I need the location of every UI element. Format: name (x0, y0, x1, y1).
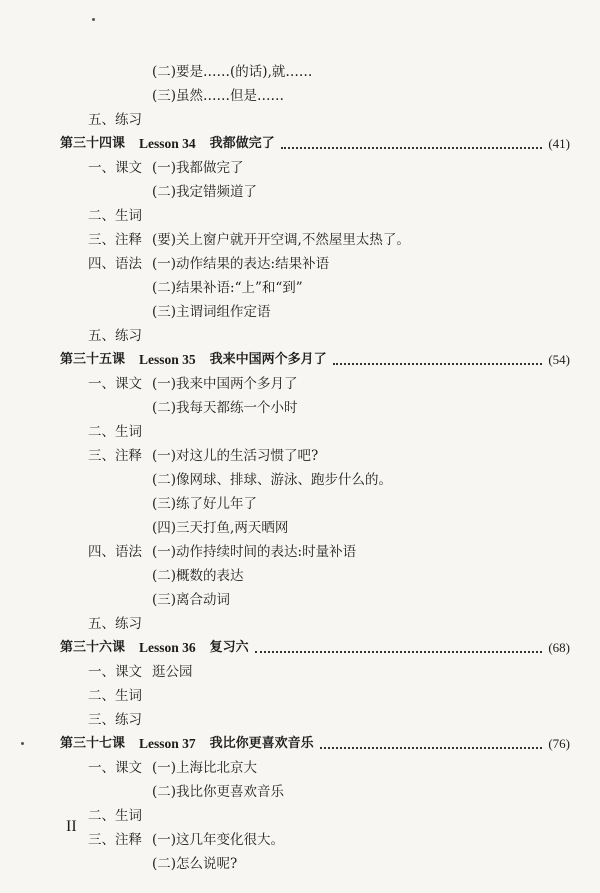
lesson-page-number: (68) (548, 640, 570, 655)
print-speck (21, 742, 24, 745)
entry-text: (三)虽然……但是…… (152, 88, 285, 104)
toc-line (0, 228, 600, 252)
lesson-number: 第三十五课 (60, 352, 126, 367)
section-label: 三、练习 (88, 712, 142, 728)
toc-line (0, 660, 600, 684)
lesson-number: 第三十七课 (60, 736, 126, 751)
section-label: 二、生词 (88, 424, 142, 440)
toc-line (0, 60, 600, 84)
lesson-title: 复习六 (209, 640, 249, 655)
leader-dots (320, 746, 543, 749)
lesson-title: 我都做完了 (209, 136, 275, 151)
lesson-title: 我来中国两个多月了 (209, 352, 327, 367)
entry-text: (一)我来中国两个多月了 (152, 376, 298, 392)
lesson-page-number: (54) (548, 352, 570, 367)
entry-text: (二)我每天都练一个小时 (152, 400, 298, 416)
lesson-heading (0, 132, 600, 156)
section-label: 五、练习 (88, 112, 142, 128)
lesson-english: Lesson 34 (139, 136, 196, 151)
entry-text: (二)要是……(的话),就…… (152, 64, 313, 80)
section-label: 二、生词 (88, 688, 142, 704)
entry-text: (四)三天打鱼,两天晒网 (152, 520, 289, 536)
section-label: 一、课文 (88, 376, 142, 392)
toc-line (0, 516, 600, 540)
toc-line (0, 756, 600, 780)
entry-text: (二)怎么说呢? (152, 856, 238, 872)
print-speck (92, 18, 95, 21)
entry-text: (三)练了好儿年了 (152, 496, 258, 512)
toc-line (0, 804, 600, 828)
entry-text: (一)上海比北京大 (152, 760, 258, 776)
entry-text: 逛公园 (152, 664, 193, 680)
toc-line (0, 276, 600, 300)
toc-line (0, 708, 600, 732)
toc-line (0, 540, 600, 564)
toc-line (0, 396, 600, 420)
lesson-entry (60, 732, 570, 756)
section-label: 五、练习 (88, 328, 142, 344)
entry-text: (一)动作结果的表达:结果补语 (152, 256, 330, 272)
leader-dots (333, 362, 543, 365)
lesson-entry (60, 636, 570, 660)
toc-line (0, 852, 600, 876)
section-label: 五、练习 (88, 616, 142, 632)
toc-line (0, 324, 600, 348)
toc-line (0, 420, 600, 444)
lesson-heading (0, 348, 600, 372)
entry-text: (一)动作持续时间的表达:时量补语 (152, 544, 357, 560)
lesson-entry (60, 132, 570, 156)
lesson-english: Lesson 36 (139, 640, 196, 655)
lesson-heading (0, 636, 600, 660)
section-label: 四、语法 (88, 256, 142, 272)
entry-text: (二)概数的表达 (152, 568, 244, 584)
section-label: 四、语法 (88, 544, 142, 560)
entry-text: (一)我都做完了 (152, 160, 244, 176)
toc-line (0, 492, 600, 516)
toc-line (0, 564, 600, 588)
toc-line (0, 684, 600, 708)
toc-line (0, 180, 600, 204)
toc-line (0, 372, 600, 396)
entry-text: (二)我比你更喜欢音乐 (152, 784, 285, 800)
leader-dots (281, 146, 543, 149)
entry-text: (三)主谓词组作定语 (152, 304, 271, 320)
toc-line (0, 84, 600, 108)
section-label: 二、生词 (88, 808, 142, 824)
page-number: II (66, 818, 77, 835)
lesson-page-number: (41) (548, 136, 570, 151)
toc-line (0, 780, 600, 804)
lesson-heading (0, 732, 600, 756)
entry-text: (二)像网球、排球、游泳、跑步什么的。 (152, 472, 393, 488)
lesson-number: 第三十六课 (60, 640, 126, 655)
toc-line (0, 204, 600, 228)
toc-line (0, 444, 600, 468)
entry-text: (一)这几年变化很大。 (152, 832, 285, 848)
lesson-number: 第三十四课 (60, 136, 126, 151)
toc-line (0, 300, 600, 324)
entry-text: (一)对这儿的生活习惯了吧? (152, 448, 319, 464)
section-label: 三、注释 (88, 232, 142, 248)
toc-line (0, 828, 600, 852)
section-label: 三、注释 (88, 832, 142, 848)
toc-line (0, 156, 600, 180)
section-label: 一、课文 (88, 160, 142, 176)
toc-line (0, 588, 600, 612)
lesson-english: Lesson 35 (139, 352, 196, 367)
toc-line (0, 468, 600, 492)
lesson-page-number: (76) (548, 736, 570, 751)
section-label: 三、注释 (88, 448, 142, 464)
section-label: 一、课文 (88, 760, 142, 776)
section-label: 二、生词 (88, 208, 142, 224)
lesson-english: Lesson 37 (139, 736, 196, 751)
toc-line (0, 612, 600, 636)
section-label: 一、课文 (88, 664, 142, 680)
entry-text: (二)我定错频道了 (152, 184, 258, 200)
lesson-title: 我比你更喜欢音乐 (209, 736, 314, 751)
lesson-entry (60, 348, 570, 372)
entry-text: (三)离合动词 (152, 592, 231, 608)
entry-text: (要)关上窗户就开开空调,不然屋里太热了。 (152, 232, 410, 248)
entry-text: (二)结果补语:“上”和“到” (152, 280, 303, 296)
toc-line (0, 108, 600, 132)
leader-dots (255, 650, 543, 653)
toc-line (0, 252, 600, 276)
